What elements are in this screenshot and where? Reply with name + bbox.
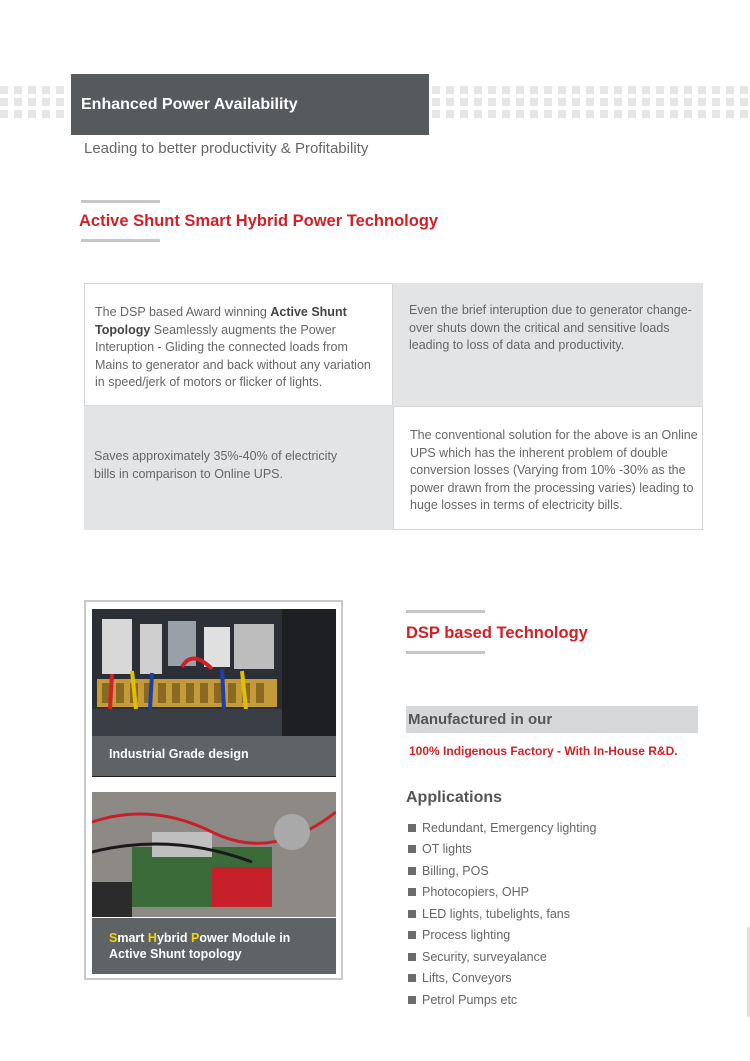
section-title-dsp: DSP based Technology — [406, 624, 588, 642]
factory-line: 100% Indigenous Factory - With In-House R&D. — [409, 744, 678, 758]
caption-word-mart: mart — [117, 931, 148, 945]
savings-text: Saves approximately 35%-40% of electricity bills in comparison to Online UPS. — [94, 449, 338, 481]
rule-top-1 — [81, 200, 160, 203]
manufactured-bar — [406, 706, 698, 733]
caption-industrial-grade — [92, 736, 336, 776]
square-bullet-icon — [408, 953, 416, 961]
applications-title: Applications — [406, 789, 503, 806]
list-item — [408, 817, 596, 839]
feature-cell-conventional — [393, 406, 703, 530]
list-item-text: Billing, POS — [422, 863, 489, 878]
caption-industrial-text: Industrial Grade design — [109, 747, 249, 761]
dot-pattern-left — [0, 86, 70, 122]
applications-list — [408, 817, 596, 1011]
interruption-text: Even the brief interuption due to generator change-over shuts down the critical and sensitive loads leading to loss of data and productivity. — [409, 303, 692, 352]
topology-text-bold: Active Shunt Topology — [95, 305, 347, 337]
rule-bottom-1 — [81, 239, 160, 242]
caption-letter-s: S — [109, 931, 118, 945]
manufactured-text: Manufactured in our — [408, 711, 553, 728]
square-bullet-icon — [408, 996, 416, 1004]
square-bullet-icon — [408, 888, 416, 896]
caption-word-ower: ower Module in — [199, 931, 291, 945]
list-item-text: Photocopiers, OHP — [422, 885, 529, 900]
header-bar — [71, 74, 429, 135]
photo-frame — [84, 600, 343, 980]
list-item — [408, 946, 596, 968]
caption-power-module — [92, 918, 336, 974]
topology-text-pre: The DSP based Award winning — [95, 305, 271, 319]
list-item — [408, 968, 596, 990]
page-subtitle: Leading to better productivity & Profitability — [84, 140, 369, 157]
feature-cell-topology — [84, 283, 393, 406]
power-module-image — [92, 792, 336, 917]
caption-letter-h: H — [147, 931, 157, 945]
list-item — [408, 989, 596, 1011]
list-item-text: OT lights — [422, 842, 472, 857]
list-item-text: Process lighting — [422, 928, 511, 943]
list-item — [408, 925, 596, 947]
square-bullet-icon — [408, 824, 416, 832]
list-item-text: Petrol Pumps etc — [422, 992, 518, 1007]
list-item-text: Redundant, Emergency lighting — [422, 820, 597, 835]
caption-word-ybrid: ybrid — [156, 931, 191, 945]
square-bullet-icon — [408, 931, 416, 939]
rule-bottom-2 — [406, 651, 485, 654]
feature-grid — [84, 283, 703, 530]
section-title-active-shunt: Active Shunt Smart Hybrid Power Technology — [79, 212, 439, 230]
square-bullet-icon — [408, 845, 416, 853]
conventional-text: The conventional solution for the above is an Online UPS which has the inherent problem of double conversion losses (Varying from 10% -30% as the power drawn from the processing varies) leading to huge losses in terms of electricity bills. — [410, 428, 698, 512]
dot-pattern-right — [432, 86, 750, 122]
list-item — [408, 860, 596, 882]
list-item — [408, 839, 596, 861]
caption-line2: Active Shunt topology — [109, 947, 242, 961]
square-bullet-icon — [408, 867, 416, 875]
square-bullet-icon — [408, 910, 416, 918]
caption-letter-p: P — [191, 931, 200, 945]
feature-cell-interruption — [393, 283, 703, 406]
rule-top-2 — [406, 610, 485, 613]
list-item-text: Security, surveyalance — [422, 949, 547, 964]
list-item-text: Lifts, Conveyors — [422, 971, 512, 986]
topology-text-post: Seamlessly augments the Power Interuption - Gliding the connected loads from Mains to generator and back without any variation in speed/jerk of motors or flicker of lights. — [95, 322, 371, 389]
list-item — [408, 882, 596, 904]
square-bullet-icon — [408, 974, 416, 982]
list-item-text: LED lights, tubelights, fans — [422, 906, 570, 921]
feature-cell-savings — [84, 406, 393, 530]
page-title: Enhanced Power Availability — [81, 96, 298, 113]
list-item — [408, 903, 596, 925]
